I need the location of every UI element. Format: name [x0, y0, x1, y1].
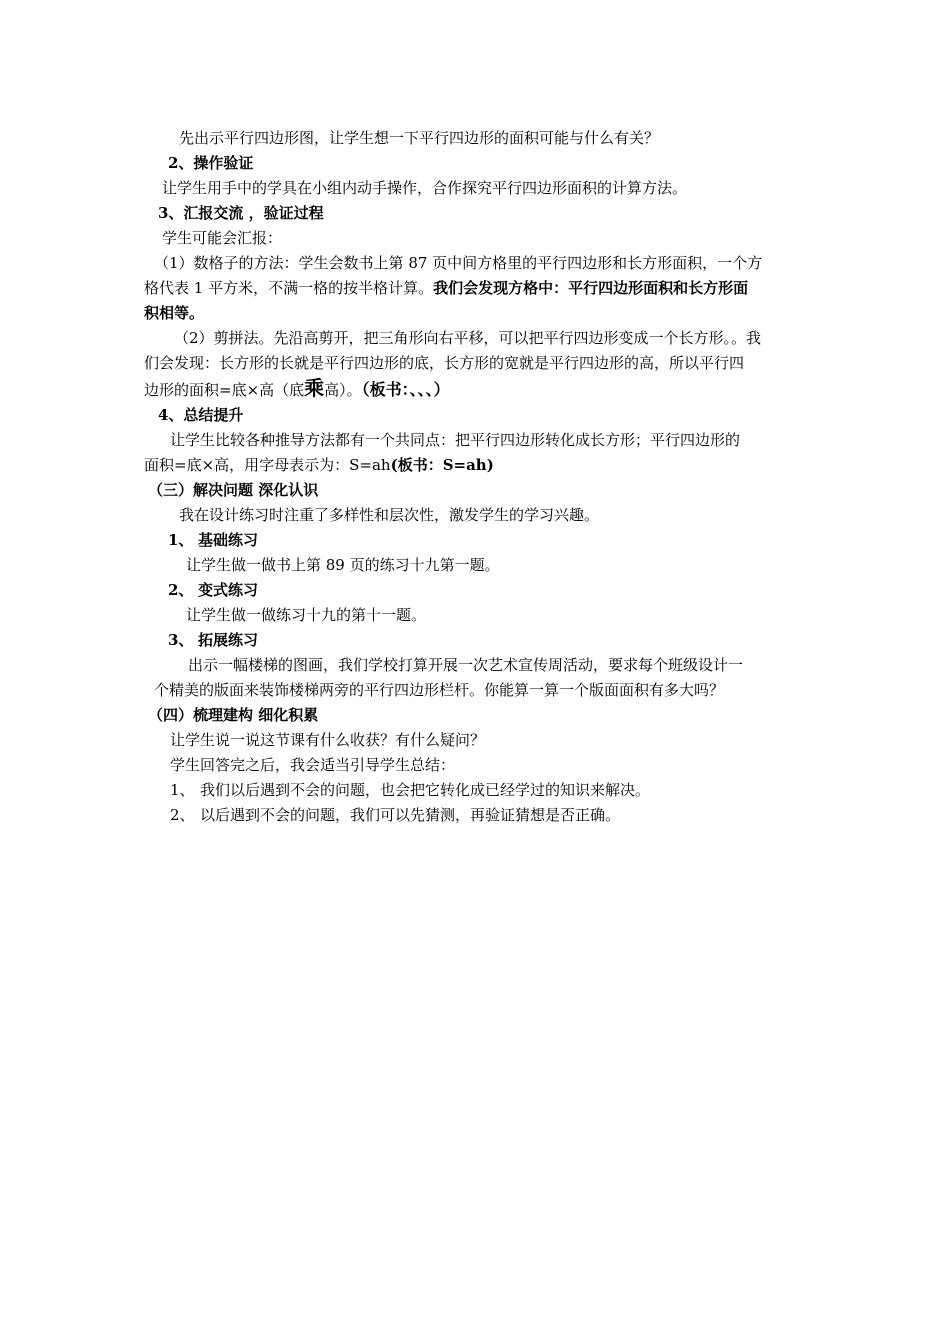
operation-paragraph: 让学生用手中的学具在小组内动手操作，合作探究平行四边形面积的计算方法。	[162, 179, 688, 197]
section4-item2-text: 以后遇到不会的问题，我们可以先猜测，再验证猜想是否正确。	[200, 806, 621, 824]
heading-report-exchange: 3、汇报交流 ，验证过程	[158, 204, 324, 222]
exercise3-title: 拓展练习	[198, 631, 259, 649]
board-note: （板书：、、、）	[361, 380, 450, 399]
multiply-character: 乘	[304, 376, 325, 400]
method1-line2	[144, 276, 807, 301]
section4-item2	[144, 803, 807, 828]
exercise1-title: 基础练习	[198, 531, 259, 549]
heading-operation-verify: 2、操作验证	[168, 154, 254, 172]
exercise2-number: 2、	[168, 581, 194, 599]
exercise2-title: 变式练习	[198, 581, 259, 599]
method1-line1: （1）数格子的方法：学生会数书上第 87 页中间方格里的平行四边形和长方形面积，一个方	[154, 254, 763, 272]
report-intro: 学生可能会汇报：	[162, 229, 283, 247]
section3-title: （三）解决问题 深化认识	[148, 481, 319, 499]
method1-conclusion: 我们会发现方格中：平行四边形面积和长方形面	[433, 279, 749, 297]
section4-title: （四）梳理建构 细化积累	[148, 706, 319, 724]
heading-summary: 4、总结提升	[158, 406, 244, 424]
document-body	[144, 126, 807, 828]
exercise3-heading	[144, 628, 807, 653]
method2-line1: （2）剪拼法。先沿高剪开，把三角形向右平移，可以把平行四边形变成一个长方形。。我	[174, 329, 762, 347]
exercise1-paragraph: 让学生做一做书上第 89 页的练习十九第一题。	[186, 556, 500, 574]
summary-formula: 面积=底×高，用字母表示为：S=ah	[144, 456, 391, 474]
exercise2-heading	[144, 578, 807, 603]
section4-paragraph2: 学生回答完之后，我会适当引导学生总结：	[170, 756, 456, 774]
section3-paragraph: 我在设计练习时注重了多样性和层次性，激发学生的学习兴趣。	[179, 506, 600, 524]
summary-board-note: (板书：S=ah)	[390, 456, 494, 474]
exercise3-line2: 个精美的版面来装饰楼梯两旁的平行四边形栏杆。你能算一算一个版面面积有多大吗？	[154, 681, 725, 699]
intro-paragraph: 先出示平行四边形图，让学生想一下平行四边形的面积可能与什么有关？	[179, 129, 660, 147]
exercise2-paragraph: 让学生做一做练习十九的第十一题。	[186, 606, 427, 624]
exercise3-line1: 出示一幅楼梯的图画，我们学校打算开展一次艺术宣传周活动，要求每个班级设计一	[188, 656, 744, 674]
section4-item1-number: 1、	[170, 781, 195, 799]
exercise1-number: 1、	[168, 531, 194, 549]
summary-line2	[144, 453, 807, 478]
method1-text: 格代表 1 平方米，不满一格的按半格计算。	[144, 279, 434, 297]
section4-paragraph1: 让学生说一说这节课有什么收获？有什么疑问？	[170, 731, 486, 749]
section4-item2-number: 2、	[170, 806, 195, 824]
section4-item1-text: 我们以后遇到不会的问题，也会把它转化成已经学过的知识来解决。	[200, 781, 651, 799]
summary-line1: 让学生比较各种推导方法都有一个共同点：把平行四边形转化成长方形；平行四边形的	[170, 431, 741, 449]
area-formula-text: 边形的面积=底×高（底	[144, 381, 305, 399]
exercise3-number: 3、	[168, 631, 194, 649]
method2-line3	[144, 376, 807, 403]
section4-item1	[144, 778, 807, 803]
method2-line2: 们会发现：长方形的长就是平行四边形的底，长方形的宽就是平行四边形的高，所以平行四	[144, 354, 745, 372]
method1-line3: 积相等。	[144, 304, 205, 322]
exercise1-heading	[144, 528, 807, 553]
area-formula-end: 高）。	[324, 381, 362, 399]
